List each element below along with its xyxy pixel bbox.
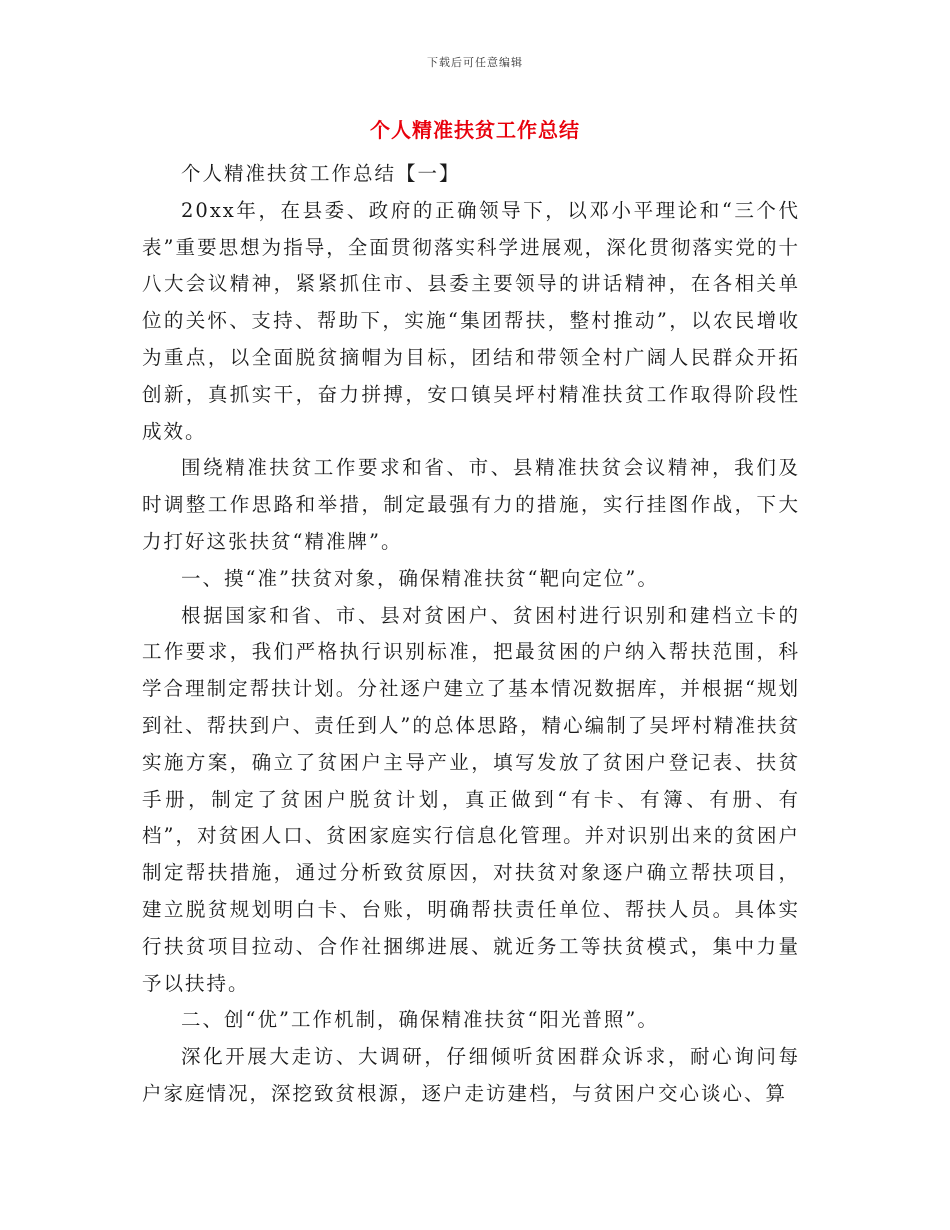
subheading-mechanism: 二、创“优”工作机制，确保精准扶贫“阳光普照”。 (181, 1008, 659, 1032)
document-title: 个人精准扶贫工作总结 (370, 118, 580, 142)
header-note: 下载后可任意编辑 (427, 56, 523, 69)
paragraph-intro: 20xx年，在县委、政府的正确领导下，以邓小平理论和“三个代表”重要思想为指导，全面贯彻落实科学进展观，深化贯彻落实党的十八大会议精神，紧紧抓住市、县委主要领导的讲话精神，在各相关单位的关怀、支持、帮助下，实施“集团帮扶，整村推动”，以农民增收为重点，以全面脱贫摘帽为目标，团结和带领全村广阔人民群众开拓创新，真抓实干，奋力拼搏，安口镇吴坪村精准扶贫工作取得阶段性成效。 (142, 198, 800, 443)
paragraph-targets: 根据国家和省、市、县对贫困户、贫困村进行识别和建档立卡的工作要求，我们严格执行识别标准，把最贫困的户纳入帮扶范围，科学合理制定帮扶计划。分社逐户建立了基本情况数据库，并根据“规划到社、帮扶到户、责任到人”的总体思路，精心编制了吴坪村精准扶贫实施方案，确立了贫困户主导产业，填写发放了贫困户登记表、扶贫手册，制定了贫困户脱贫计划，真正做到“有卡、有簿、有册、有档”，对贫困人口、贫困家庭实行信息化管理。并对识别出来的贫困户制定帮扶措施，通过分析致贫原因，对扶贫对象逐户确立帮扶项目，建立脱贫规划明白卡、台账，明确帮扶责任单位、帮扶人员。具体实行扶贫项目拉动、合作社捆绑进展、就近务工等扶贫模式，集中力量予以扶持。 (142, 603, 800, 995)
subheading-targets: 一、摸“准”扶贫对象，确保精准扶贫“靶向定位”。 (181, 566, 659, 590)
paragraph-mechanism: 深化开展大走访、大调研，仔细倾听贫困群众诉求，耐心询问每户家庭情况，深挖致贫根源，逐户走访建档，与贫困户交心谈心、算 (142, 1045, 800, 1105)
document-body (142, 156, 800, 1113)
paragraph-approach: 围绕精准扶贫工作要求和省、市、县精准扶贫会议精神，我们及时调整工作思路和举措，制定最强有力的措施，实行挂图作战，下大力打好这张扶贫“精准牌”。 (142, 456, 800, 553)
section-heading-1: 个人精准扶贫工作总结【一】 (181, 162, 461, 185)
